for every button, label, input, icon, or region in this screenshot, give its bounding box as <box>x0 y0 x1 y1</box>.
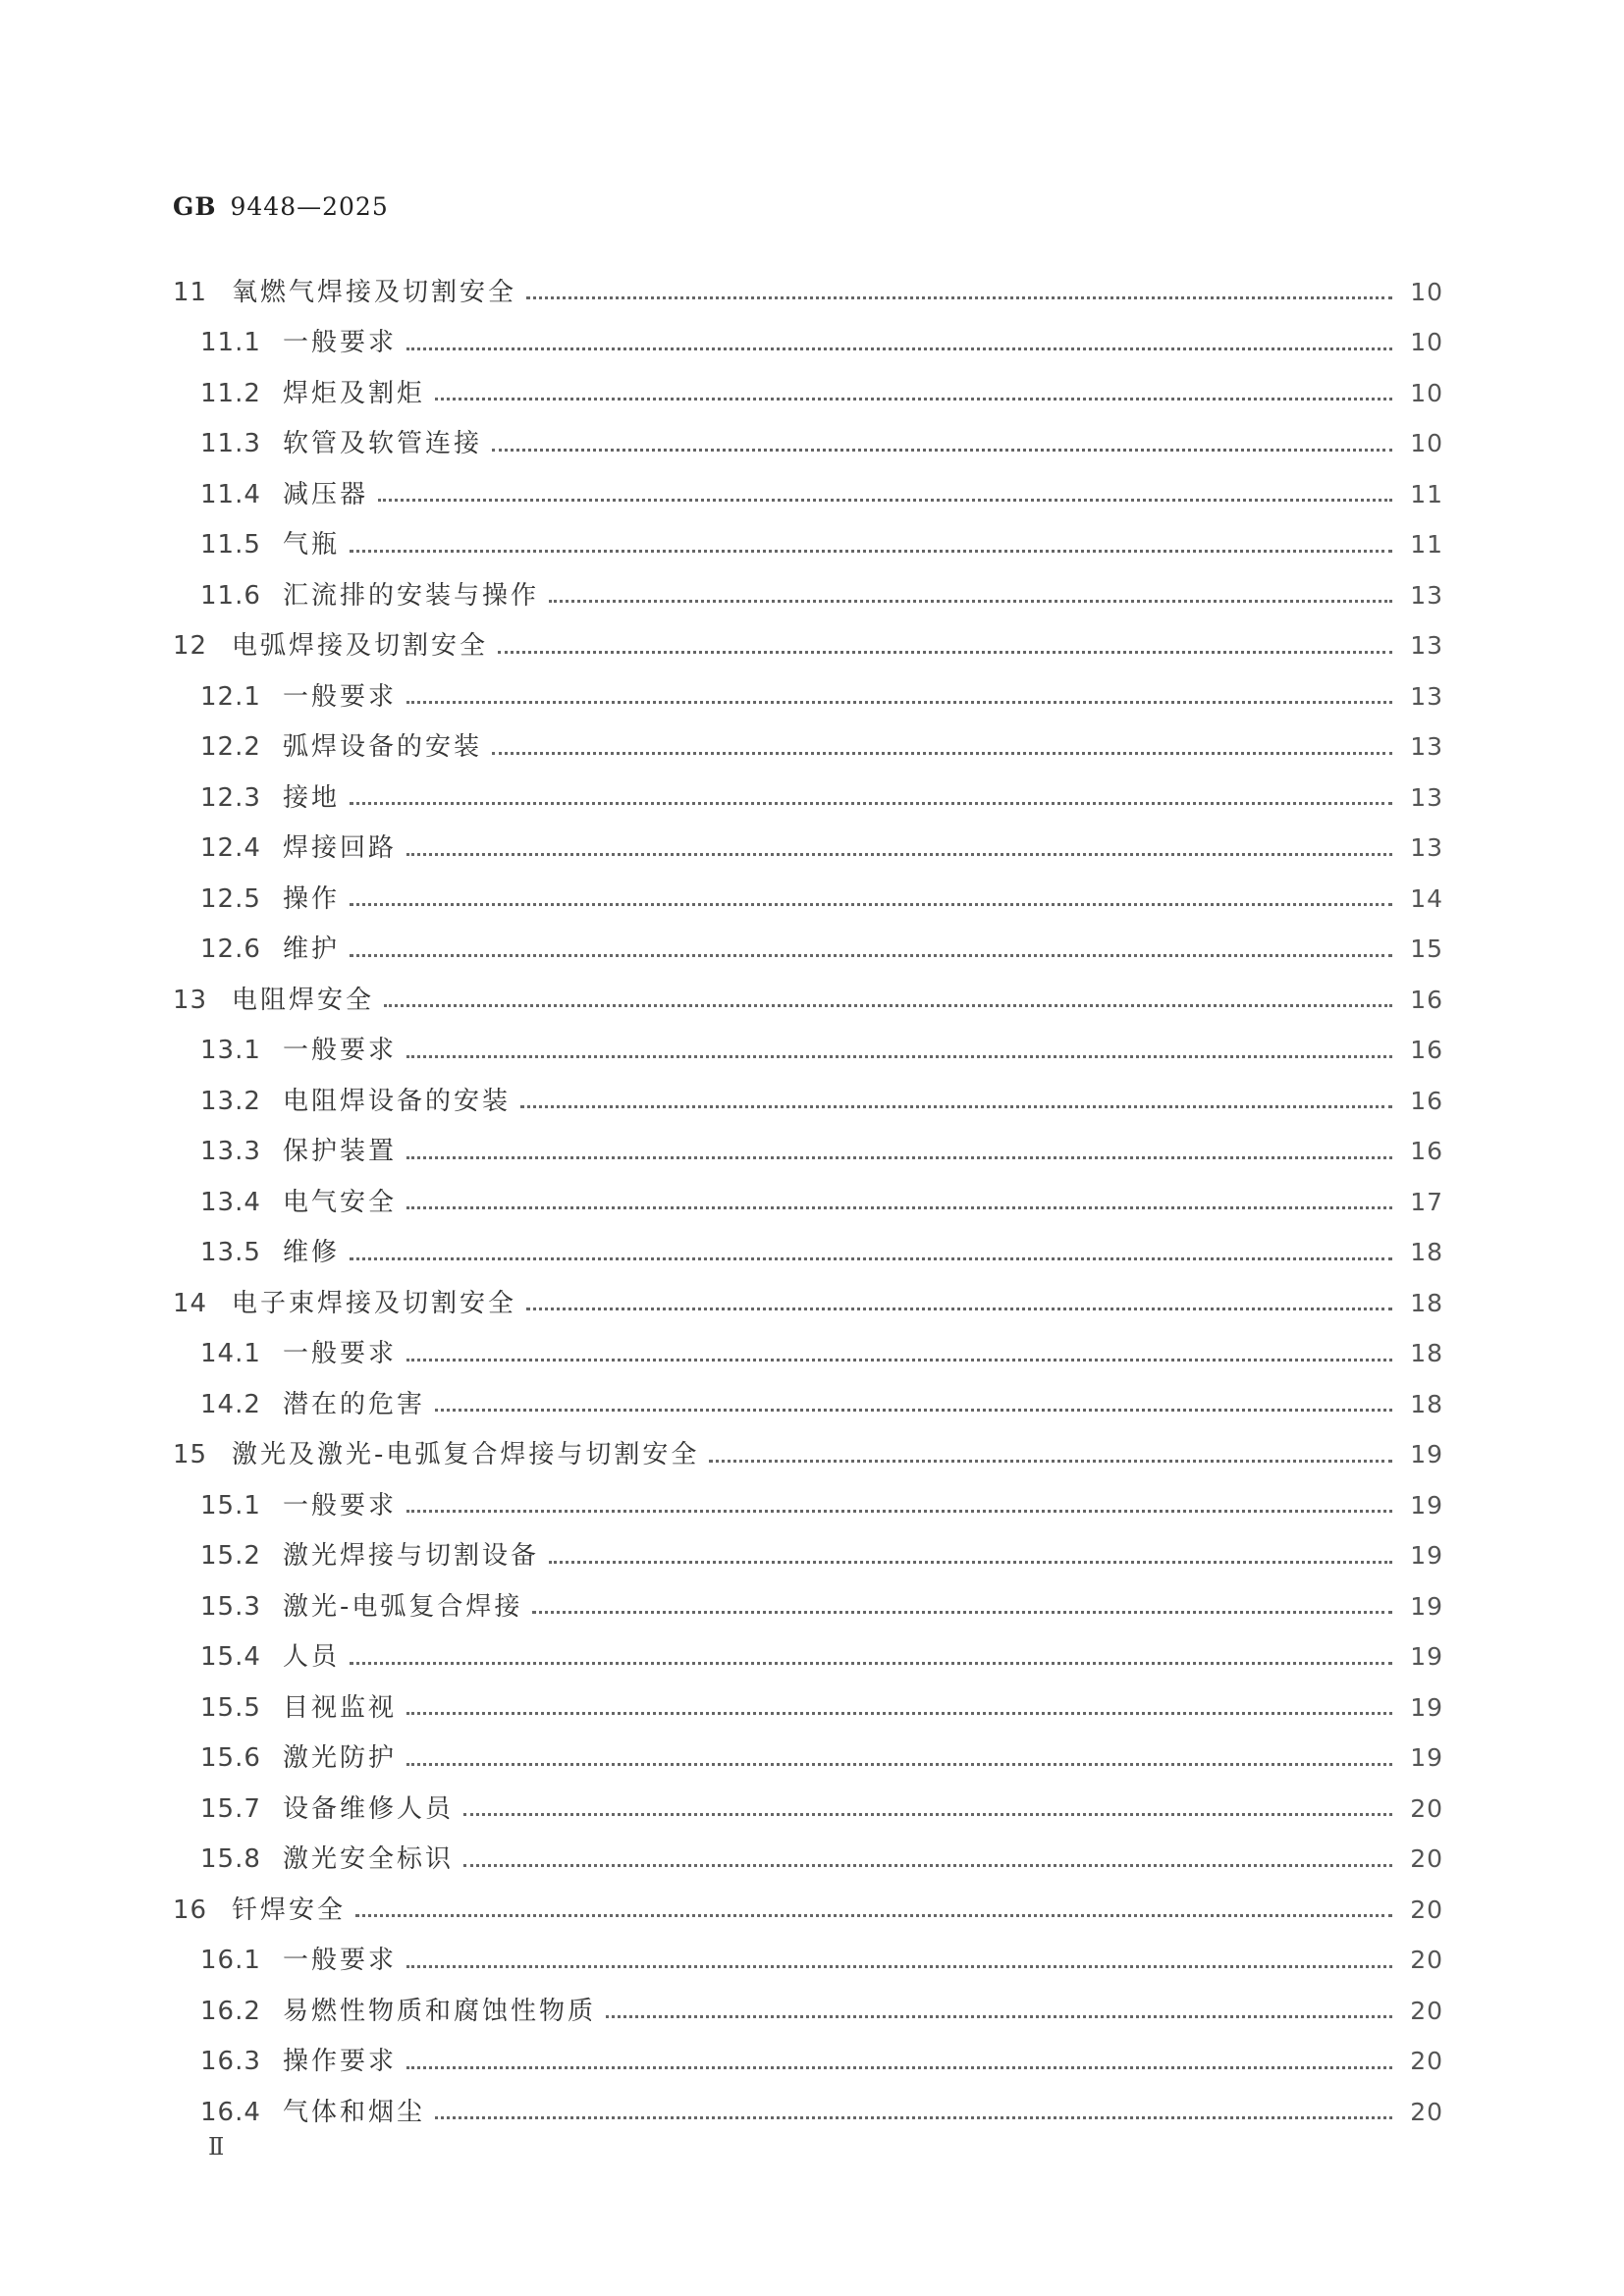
toc-entry-page: 20 <box>1410 1793 1443 1823</box>
toc-entry-page: 13 <box>1410 782 1443 812</box>
toc-section-entry[interactable] <box>173 818 1443 869</box>
toc-entry-title: 维修 <box>283 1238 341 1267</box>
toc-entry-title: 操作要求 <box>283 2047 398 2076</box>
toc-entry-title: 气体和烟尘 <box>283 2097 426 2127</box>
toc-entry-page: 10 <box>1410 429 1443 457</box>
toc-entry-number: 15.3 <box>200 1591 261 1622</box>
toc-chapter-entry[interactable] <box>173 1272 1443 1323</box>
toc-entry-page: 19 <box>1410 1490 1443 1520</box>
toc-entry-number: 14.2 <box>200 1389 261 1419</box>
toc-entry-number: 11 <box>173 277 208 307</box>
toc-section-entry[interactable] <box>173 1930 1443 1981</box>
toc-section-entry[interactable] <box>173 1373 1443 1424</box>
dot-leader <box>350 1662 1392 1665</box>
dot-leader <box>406 347 1392 350</box>
toc-entry-number: 11.1 <box>200 328 261 357</box>
toc-entry-title: 激光防护 <box>283 1743 398 1773</box>
document-header <box>173 192 389 221</box>
toc-chapter-entry[interactable] <box>173 1424 1443 1475</box>
toc-entry-page: 13 <box>1410 833 1443 862</box>
toc-entry-page: 13 <box>1410 732 1443 761</box>
dot-leader <box>492 449 1392 452</box>
toc-entry-title: 保护装置 <box>283 1137 398 1166</box>
toc-entry-title: 弧焊设备的安装 <box>283 732 483 762</box>
toc-entry-title: 激光-电弧复合焊接 <box>283 1591 523 1622</box>
toc-entry-number: 15.8 <box>200 1844 261 1874</box>
toc-entry-number: 11.4 <box>200 479 261 509</box>
toc-entry-title: 操作 <box>283 883 341 914</box>
toc-entry-title: 气瓶 <box>283 530 341 560</box>
toc-section-entry[interactable] <box>173 2081 1443 2132</box>
dot-leader <box>406 1359 1392 1362</box>
toc-entry-page: 13 <box>1410 681 1443 711</box>
standard-number: 9448—2025 <box>230 192 389 221</box>
toc-entry-title: 钎焊安全 <box>232 1895 347 1925</box>
toc-entry-page: 18 <box>1410 1339 1443 1367</box>
toc-entry-number: 12 <box>173 631 208 661</box>
toc-entry-page: 18 <box>1410 1238 1443 1266</box>
toc-entry-page: 16 <box>1410 985 1443 1014</box>
toc-entry-title: 电子束焊接及切割安全 <box>232 1288 517 1318</box>
toc-section-entry[interactable] <box>173 514 1443 565</box>
dot-leader <box>549 1561 1392 1564</box>
toc-entry-page: 20 <box>1410 1996 1443 2025</box>
toc-entry-page: 16 <box>1410 1137 1443 1165</box>
toc-entry-title: 焊炬及割炬 <box>283 378 426 408</box>
toc-entry-page: 19 <box>1410 1591 1443 1621</box>
toc-section-entry[interactable] <box>173 2031 1443 2082</box>
toc-entry-number: 15.2 <box>200 1541 261 1571</box>
toc-entry-page: 11 <box>1410 479 1443 508</box>
toc-entry-title: 激光焊接与切割设备 <box>283 1541 540 1571</box>
toc-entry-title: 人员 <box>283 1642 341 1672</box>
toc-entry-title: 维护 <box>283 934 341 964</box>
toc-section-entry[interactable] <box>173 1627 1443 1678</box>
toc-entry-page: 17 <box>1410 1187 1443 1216</box>
toc-section-entry[interactable] <box>173 463 1443 514</box>
toc-section-entry[interactable] <box>173 717 1443 768</box>
toc-entry-title: 电弧焊接及切割安全 <box>232 631 489 661</box>
toc-entry-title: 软管及软管连接 <box>283 429 483 458</box>
toc-section-entry[interactable] <box>173 1778 1443 1829</box>
toc-entry-number: 12.6 <box>200 934 261 964</box>
dot-leader <box>350 903 1392 906</box>
toc-entry-page: 20 <box>1410 1946 1443 1974</box>
toc-entry-number: 16.1 <box>200 1946 261 1975</box>
dot-leader <box>350 1257 1392 1260</box>
toc-section-entry[interactable] <box>173 919 1443 970</box>
toc-entry-page: 19 <box>1410 1692 1443 1722</box>
dot-leader <box>406 1712 1392 1715</box>
toc-entry-title: 电阻焊设备的安装 <box>283 1086 512 1116</box>
dot-leader <box>406 2066 1392 2069</box>
toc-section-entry[interactable] <box>173 1323 1443 1374</box>
toc-chapter-entry[interactable] <box>173 261 1443 312</box>
dot-leader <box>435 2116 1392 2119</box>
toc-entry-number: 13.1 <box>200 1036 261 1065</box>
toc-section-entry[interactable] <box>173 312 1443 363</box>
toc-section-entry[interactable] <box>173 1222 1443 1273</box>
toc-entry-number: 14 <box>173 1288 208 1318</box>
dot-leader <box>406 1055 1392 1058</box>
toc-entry-number: 13.5 <box>200 1238 261 1267</box>
toc-section-entry[interactable] <box>173 1728 1443 1779</box>
toc-entry-number: 11.2 <box>200 378 261 408</box>
toc-entry-page: 10 <box>1410 328 1443 356</box>
toc-section-entry[interactable] <box>173 1020 1443 1071</box>
dot-leader <box>526 1308 1392 1310</box>
toc-entry-title: 氧燃气焊接及切割安全 <box>232 277 517 307</box>
toc-entry-title: 一般要求 <box>283 1490 398 1521</box>
dot-leader <box>606 2015 1392 2018</box>
dot-leader <box>350 802 1392 805</box>
toc-section-entry[interactable] <box>173 362 1443 413</box>
toc-entry-page: 10 <box>1410 378 1443 407</box>
toc-section-entry[interactable] <box>173 564 1443 615</box>
toc-entry-page: 19 <box>1410 1743 1443 1772</box>
toc-entry-page: 10 <box>1410 277 1443 306</box>
toc-chapter-entry[interactable] <box>173 615 1443 667</box>
toc-entry-page: 18 <box>1410 1288 1443 1317</box>
toc-entry-title: 一般要求 <box>283 1036 398 1065</box>
toc-entry-number: 11.6 <box>200 580 261 611</box>
toc-entry-number: 11.5 <box>200 530 261 560</box>
toc-entry-title: 接地 <box>283 782 341 813</box>
toc-entry-number: 16.3 <box>200 2047 261 2076</box>
toc-section-entry[interactable] <box>173 1474 1443 1525</box>
dot-leader <box>406 853 1392 856</box>
toc-entry-page: 20 <box>1410 1844 1443 1873</box>
table-of-contents <box>173 261 1443 2132</box>
toc-entry-number: 12.3 <box>200 782 261 813</box>
dot-leader <box>435 1409 1392 1412</box>
toc-entry-title: 电阻焊安全 <box>232 985 375 1015</box>
toc-entry-number: 12.4 <box>200 833 261 863</box>
toc-entry-number: 15.1 <box>200 1490 261 1521</box>
toc-entry-number: 15.4 <box>200 1642 261 1672</box>
toc-entry-page: 16 <box>1410 1036 1443 1064</box>
toc-entry-title: 一般要求 <box>283 328 398 357</box>
toc-entry-title: 减压器 <box>283 479 369 509</box>
toc-section-entry[interactable] <box>173 1121 1443 1172</box>
toc-entry-number: 14.1 <box>200 1339 261 1368</box>
dot-leader <box>709 1460 1392 1463</box>
toc-entry-title: 激光及激光-电弧复合焊接与切割安全 <box>232 1440 700 1469</box>
dot-leader <box>384 1004 1392 1007</box>
toc-section-entry[interactable] <box>173 1980 1443 2031</box>
toc-entry-number: 11.3 <box>200 429 261 458</box>
toc-entry-title: 易燃性物质和腐蚀性物质 <box>283 1996 597 2026</box>
toc-entry-number: 16.4 <box>200 2097 261 2127</box>
toc-entry-page: 18 <box>1410 1389 1443 1418</box>
toc-entry-title: 激光安全标识 <box>283 1844 455 1874</box>
toc-section-entry[interactable] <box>173 767 1443 818</box>
toc-section-entry[interactable] <box>173 1070 1443 1121</box>
dot-leader <box>378 499 1392 502</box>
dot-leader <box>406 1206 1392 1209</box>
toc-entry-title: 一般要求 <box>283 1339 398 1368</box>
toc-entry-title: 目视监视 <box>283 1692 398 1723</box>
dot-leader <box>435 398 1392 400</box>
toc-entry-number: 16.2 <box>200 1996 261 2026</box>
toc-entry-page: 14 <box>1410 883 1443 913</box>
toc-entry-number: 15.6 <box>200 1743 261 1773</box>
dot-leader <box>492 752 1392 755</box>
toc-section-entry[interactable] <box>173 868 1443 919</box>
dot-leader <box>406 701 1392 704</box>
toc-section-entry[interactable] <box>173 1525 1443 1576</box>
dot-leader <box>463 1864 1392 1867</box>
toc-entry-title: 汇流排的安装与操作 <box>283 580 540 611</box>
dot-leader <box>406 1510 1392 1513</box>
toc-entry-page: 19 <box>1410 1541 1443 1570</box>
toc-entry-page: 16 <box>1410 1086 1443 1115</box>
toc-entry-page: 15 <box>1410 934 1443 963</box>
dot-leader <box>549 600 1392 603</box>
toc-entry-page: 11 <box>1410 530 1443 559</box>
toc-entry-page: 19 <box>1410 1440 1443 1468</box>
toc-section-entry[interactable] <box>173 1829 1443 1880</box>
toc-entry-number: 13.2 <box>200 1086 261 1116</box>
dot-leader <box>350 550 1392 553</box>
toc-section-entry[interactable] <box>173 413 1443 464</box>
toc-entry-number: 15.5 <box>200 1692 261 1723</box>
toc-section-entry[interactable] <box>173 666 1443 717</box>
toc-entry-page: 19 <box>1410 1642 1443 1671</box>
toc-chapter-entry[interactable] <box>173 969 1443 1020</box>
standard-code: GB <box>173 192 217 221</box>
toc-entry-number: 16 <box>173 1895 208 1925</box>
toc-entry-number: 15 <box>173 1440 208 1469</box>
toc-entry-page: 13 <box>1410 580 1443 610</box>
toc-entry-number: 13 <box>173 985 208 1015</box>
toc-entry-page: 20 <box>1410 2097 1443 2126</box>
dot-leader <box>498 651 1392 654</box>
dot-leader <box>520 1105 1392 1108</box>
toc-entry-page: 20 <box>1410 2047 1443 2075</box>
dot-leader <box>350 954 1392 957</box>
toc-entry-number: 12.1 <box>200 681 261 712</box>
toc-section-entry[interactable] <box>173 1677 1443 1728</box>
toc-entry-number: 13.4 <box>200 1187 261 1217</box>
toc-entry-number: 12.5 <box>200 883 261 914</box>
toc-entry-page: 20 <box>1410 1895 1443 1924</box>
dot-leader <box>463 1813 1392 1816</box>
toc-entry-title: 电气安全 <box>283 1187 398 1217</box>
toc-entry-title: 设备维修人员 <box>283 1793 455 1824</box>
toc-entry-number: 15.7 <box>200 1793 261 1824</box>
toc-entry-title: 焊接回路 <box>283 833 398 863</box>
toc-entry-title: 一般要求 <box>283 681 398 712</box>
toc-section-entry[interactable] <box>173 1171 1443 1222</box>
toc-chapter-entry[interactable] <box>173 1879 1443 1930</box>
dot-leader <box>406 1965 1392 1968</box>
dot-leader <box>532 1611 1392 1614</box>
toc-entry-title: 潜在的危害 <box>283 1389 426 1419</box>
dot-leader <box>406 1156 1392 1159</box>
page-numeral: Ⅱ <box>208 2133 224 2161</box>
dot-leader <box>406 1763 1392 1766</box>
dot-leader <box>526 296 1392 299</box>
toc-entry-number: 12.2 <box>200 732 261 762</box>
toc-entry-number: 13.3 <box>200 1137 261 1166</box>
toc-section-entry[interactable] <box>173 1575 1443 1627</box>
toc-entry-page: 13 <box>1410 631 1443 660</box>
toc-entry-title: 一般要求 <box>283 1946 398 1975</box>
dot-leader <box>355 1914 1392 1917</box>
